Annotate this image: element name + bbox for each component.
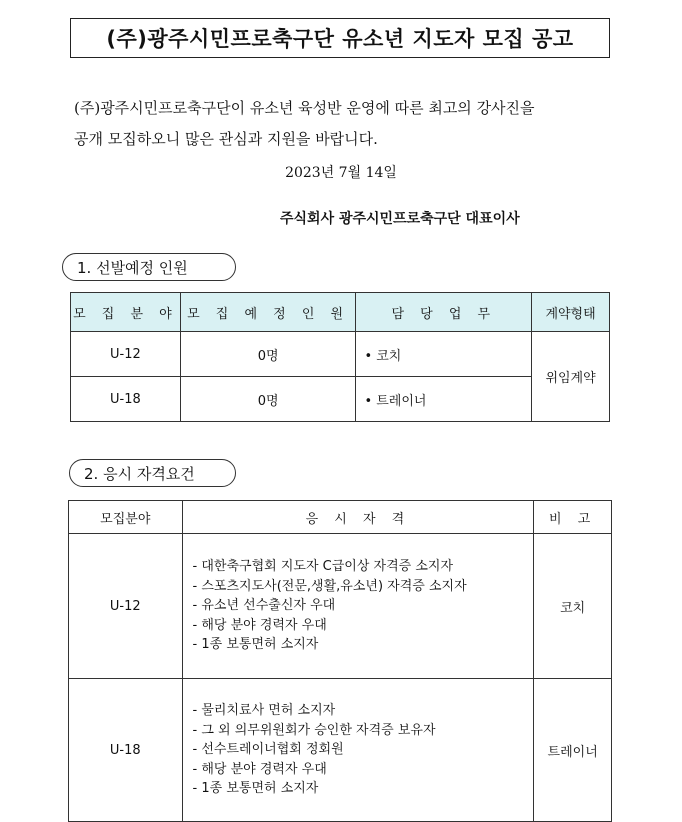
- notice-title: (주)광주시민프로축구단 유소년 지도자 모집 공고: [106, 27, 574, 51]
- qualification-table: [68, 500, 612, 822]
- header-duty: 담 당 업 무: [356, 293, 532, 332]
- contract-type: 위임계약: [532, 332, 610, 422]
- qualification-item: - 해당 분야 경력자 우대: [192, 761, 327, 777]
- row-field: U-12: [69, 534, 183, 679]
- row-qualifications: [182, 679, 534, 822]
- row-qualifications: [182, 534, 534, 679]
- notice-title-box: [70, 18, 610, 58]
- recruitment-count-table: [70, 292, 610, 422]
- section-2-heading: [69, 459, 236, 487]
- qualification-item: - 그 외 의무위원회가 승인한 자격증 보유자: [192, 722, 436, 738]
- table-header-row: [69, 501, 612, 534]
- announcement-date: 2023년 7월 14일: [285, 165, 397, 181]
- qualification-item: - 스포츠지도사(전문,생활,유소년) 자격증 소지자: [192, 578, 467, 594]
- qualification-item: - 해당 분야 경력자 우대: [192, 617, 327, 633]
- row-duty: • 트레이너: [356, 377, 532, 422]
- signature: 주식회사 광주시민프로축구단 대표이사: [280, 211, 520, 227]
- header-contract: 계약형태: [532, 293, 610, 332]
- header-note: 비 고: [534, 501, 612, 534]
- header-count: 모 집 예 정 인 원: [180, 293, 356, 332]
- row-note: 트레이너: [534, 679, 612, 822]
- table-row: [69, 679, 612, 822]
- table-row: [69, 534, 612, 679]
- table-header-row: [71, 293, 610, 332]
- table-row: [71, 377, 610, 422]
- qualification-item: - 유소년 선수출신자 우대: [192, 598, 336, 614]
- row-count: 0명: [180, 332, 356, 377]
- row-count: 0명: [180, 377, 356, 422]
- section-1-heading: [62, 253, 236, 281]
- intro-line-2: 공개 모집하오니 많은 관심과 지원을 바랍니다.: [74, 130, 378, 148]
- table-row: [71, 332, 610, 377]
- qualification-item: - 대한축구협회 지도자 C급이상 자격증 소지자: [192, 559, 454, 575]
- row-field: U-18: [71, 377, 181, 422]
- qualification-item: - 1종 보통면허 소지자: [192, 637, 319, 653]
- intro-paragraph: [74, 93, 634, 155]
- header-field: 모집분야: [69, 501, 183, 534]
- header-qualifications: 응 시 자 격: [182, 501, 534, 534]
- row-field: U-18: [69, 679, 183, 822]
- row-duty: • 코치: [356, 332, 532, 377]
- row-note: 코치: [534, 534, 612, 679]
- section-2-title: 2. 응시 자격요건: [84, 464, 195, 483]
- qualification-item: - 물리치료사 면허 소지자: [192, 703, 336, 719]
- section-1-title: 1. 선발예정 인원: [77, 258, 188, 277]
- qualification-item: - 1종 보통면허 소지자: [192, 781, 319, 797]
- qualification-item: - 선수트레이너협회 정회원: [192, 742, 344, 758]
- row-field: U-12: [71, 332, 181, 377]
- header-field: 모 집 분 야: [71, 293, 181, 332]
- intro-line-1: (주)광주시민프로축구단이 유소년 육성반 운영에 따른 최고의 강사진을: [74, 99, 535, 117]
